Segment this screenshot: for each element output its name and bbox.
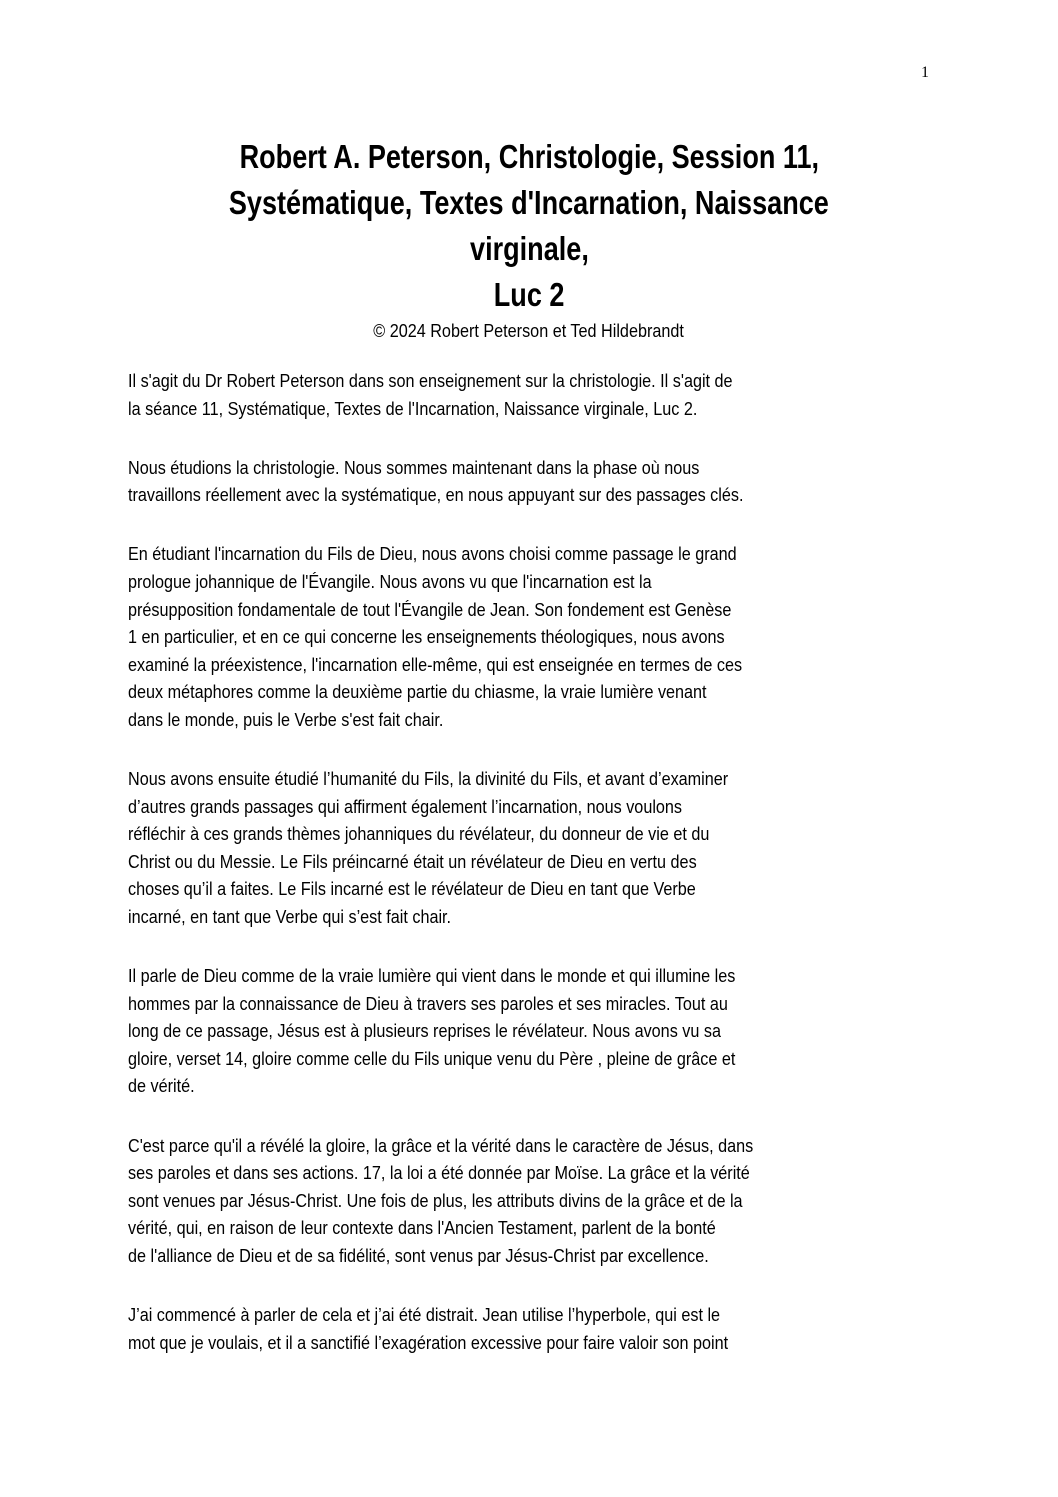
text-line: long de ce passage, Jésus est à plusieurs reprises le révélateur. Nous avons vu sa (128, 1020, 721, 1042)
text-line: prologue johannique de l'Évangile. Nous avons vu que l'incarnation est la (128, 570, 652, 592)
text-line: gloire, verset 14, gloire comme celle du Fils unique venu du Père , pleine de grâce et (128, 1047, 736, 1069)
text-line: mot que je voulais, et il a sanctifié l’exagération excessive pour faire valoir son point (128, 1331, 729, 1353)
paragraph (128, 454, 948, 509)
text-line: Nous avons ensuite étudié l’humanité du Fils, la divinité du Fils, et avant d’examiner (128, 768, 729, 790)
title-text: Robert A. Peterson, Christologie, Session 11, (239, 138, 819, 175)
text-line: choses qu’il a faites. Le Fils incarné est le révélateur de Dieu en tant que Verbe (128, 878, 696, 900)
copyright (0, 318, 1058, 344)
text-line: de vérité. (128, 1075, 195, 1097)
paragraph (128, 1301, 948, 1356)
text-line: incarné, en tant que Verbe qui s’est fait chair. (128, 906, 452, 927)
page-number: 1 (921, 64, 929, 81)
text-line: de l'alliance de Dieu et de sa fidélité, sont venus par Jésus-Christ par excellence. (128, 1244, 709, 1266)
text-line: 1 en particulier, et en ce qui concerne les enseignements théologiques, nous avons (128, 626, 725, 648)
paragraph (128, 367, 948, 422)
title-text: virginale, (469, 230, 589, 267)
text-line: En étudiant l'incarnation du Fils de Dieu, nous avons choisi comme passage le grand (128, 543, 737, 565)
text-line: d’autres grands passages qui affirment également l’incarnation, nous voulons (128, 795, 683, 817)
paragraph (128, 765, 948, 931)
text-line: vérité, qui, en raison de leur contexte dans l'Ancien Testament, parlent de la bonté (128, 1217, 716, 1239)
copyright-text: © 2024 Robert Peterson et Ted Hildebrandt (373, 321, 685, 341)
text-line: réfléchir à ces grands thèmes johanniques du révélateur, du donneur de vie et du (128, 823, 710, 845)
title-line (0, 226, 1058, 272)
paragraph (128, 962, 948, 1100)
text-line: examiné la préexistence, l'incarnation elle-même, qui est enseignée en termes de ces (128, 653, 743, 675)
text-line: la séance 11, Systématique, Textes de l'Incarnation, Naissance virginale, Luc 2. (128, 397, 698, 419)
text-line: Nous étudions la christologie. Nous sommes maintenant dans la phase où nous (128, 456, 700, 478)
text-line: hommes par la connaissance de Dieu à travers ses paroles et ses miracles. Tout au (128, 992, 728, 1014)
text-line: ses paroles et dans ses actions. 17, la loi a été donnée par Moïse. La grâce et la vérité (128, 1162, 750, 1184)
paragraph (128, 540, 948, 733)
title-line (0, 272, 1058, 318)
document-title (0, 134, 1058, 344)
text-line: Christ ou du Messie. Le Fils préincarné était un révélateur de Dieu en vertu des (128, 850, 697, 872)
text-line: dans le monde, puis le Verbe s'est fait chair. (128, 708, 444, 730)
document-body (128, 367, 948, 1388)
text-line: travaillons réellement avec la systématique, en nous appuyant sur des passages clés. (128, 484, 744, 506)
text-line: deux métaphores comme la deuxième partie du chiasme, la vraie lumière venant (128, 681, 707, 703)
title-text: Luc 2 (493, 276, 565, 313)
text-line: Il parle de Dieu comme de la vraie lumière qui vient dans le monde et qui illumine les (128, 965, 736, 987)
title-text: Systématique, Textes d'Incarnation, Naissance (229, 184, 829, 221)
title-line (0, 180, 1058, 226)
text-line: C'est parce qu'il a révélé la gloire, la grâce et la vérité dans le caractère de Jésus, dans (128, 1134, 754, 1156)
text-line: sont venues par Jésus-Christ. Une fois de plus, les attributs divins de la grâce et de la (128, 1189, 743, 1211)
text-line: présupposition fondamentale de tout l'Évangile de Jean. Son fondement est Genèse (128, 598, 732, 620)
paragraph (128, 1132, 948, 1270)
text-line: J’ai commencé à parler de cela et j’ai été distrait. Jean utilise l’hyperbole, qui est le (128, 1304, 721, 1326)
title-line (0, 134, 1058, 180)
text-line: Il s'agit du Dr Robert Peterson dans son enseignement sur la christologie. Il s'agit de (128, 370, 733, 391)
